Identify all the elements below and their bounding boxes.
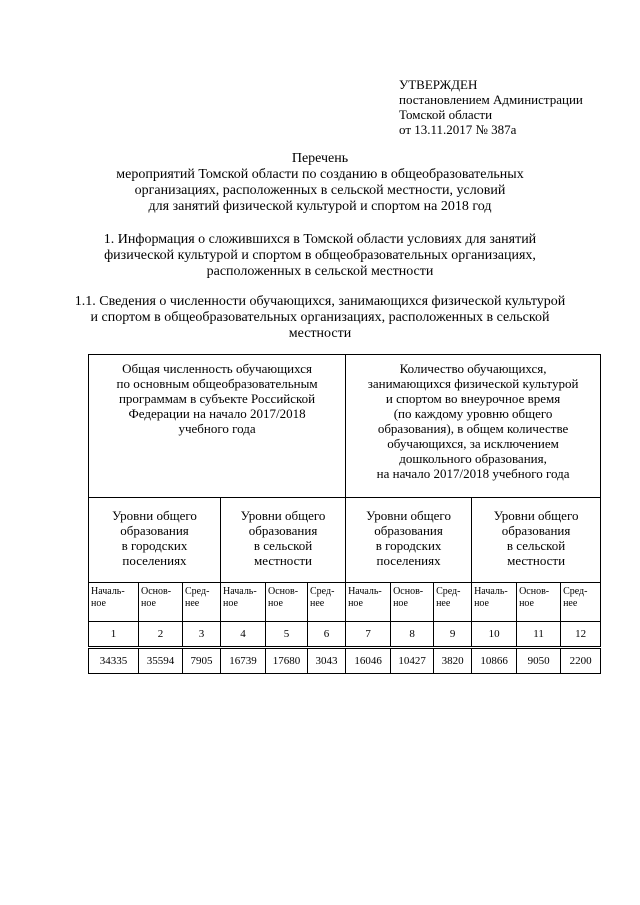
column-number: 11 xyxy=(517,622,561,648)
section-line: расположенных в сельской местности xyxy=(206,264,434,279)
table-cell-value: 3043 xyxy=(308,648,346,674)
table-cell-value: 34335 xyxy=(89,648,139,674)
column-number: 3 xyxy=(183,622,221,648)
title-line: организациях, расположенных в сельской местности, условий xyxy=(134,183,506,198)
column-number: 6 xyxy=(308,622,346,648)
header-sport-students: Количество обучающихся, занимающихся физической культурой и спортом во внеурочное время (по каждому уровню общего образования), в общем количестве обучающихся, за исключением дошкольного образования, на начало 2017/2018 учебного года xyxy=(346,355,601,498)
table-cell-value: 9050 xyxy=(517,648,561,674)
approval-line: УТВЕРЖДЕН xyxy=(399,77,478,92)
table-cell-value: 35594 xyxy=(139,648,183,674)
section-line: местности xyxy=(288,326,352,341)
subheader-primary: Началь- ное xyxy=(89,583,139,622)
section-line: 1.1. Сведения о численности обучающихся, занимающихся физической культурой xyxy=(74,294,566,309)
approval-line: Томской области xyxy=(399,107,493,122)
table-cell-value: 3820 xyxy=(434,648,472,674)
column-number: 12 xyxy=(561,622,601,648)
subheader-basic: Основ- ное xyxy=(266,583,308,622)
table-cell-value: 17680 xyxy=(266,648,308,674)
approval-line: постановлением Администрации xyxy=(399,92,583,107)
column-number: 5 xyxy=(266,622,308,648)
table-cell-value: 10866 xyxy=(472,648,517,674)
title-line: Перечень xyxy=(291,151,349,166)
column-number: 2 xyxy=(139,622,183,648)
subheader-basic: Основ- ное xyxy=(391,583,434,622)
statistics-table xyxy=(88,354,601,674)
column-number: 4 xyxy=(221,622,266,648)
approval-line: от 13.11.2017 № 387а xyxy=(399,122,517,137)
section-line: физической культурой и спортом в общеобразовательных организациях, xyxy=(104,248,536,263)
table-cell-value: 10427 xyxy=(391,648,434,674)
table-cell-value: 7905 xyxy=(183,648,221,674)
table-cell-value: 2200 xyxy=(561,648,601,674)
document-title xyxy=(0,151,640,215)
subheader-secondary: Сред- нее xyxy=(561,583,601,622)
column-number: 1 xyxy=(89,622,139,648)
title-line: для занятий физической культурой и спортом на 2018 год xyxy=(148,199,492,214)
header-level-urban: Уровни общего образования в городских поселениях xyxy=(346,498,472,583)
subheader-primary: Началь- ное xyxy=(472,583,517,622)
header-level-rural: Уровни общего образования в сельской местности xyxy=(472,498,601,583)
column-number: 7 xyxy=(346,622,391,648)
section-1-1-heading xyxy=(0,294,640,342)
subheader-basic: Основ- ное xyxy=(517,583,561,622)
subheader-secondary: Сред- нее xyxy=(434,583,472,622)
header-level-rural: Уровни общего образования в сельской местности xyxy=(221,498,346,583)
subheader-primary: Началь- ное xyxy=(221,583,266,622)
subheader-secondary: Сред- нее xyxy=(183,583,221,622)
section-line: и спортом в общеобразовательных организациях, расположенных в сельской xyxy=(90,310,550,325)
table-cell-value: 16046 xyxy=(346,648,391,674)
table-cell-value: 16739 xyxy=(221,648,266,674)
header-total-students: Общая численность обучающихся по основным общеобразовательным программам в субъекте Российской Федерации на начало 2017/2018 учебного года xyxy=(89,355,346,498)
section-1-heading xyxy=(0,232,640,280)
title-line: мероприятий Томской области по созданию в общеобразовательных xyxy=(116,167,524,182)
column-number: 8 xyxy=(391,622,434,648)
column-number: 9 xyxy=(434,622,472,648)
subheader-basic: Основ- ное xyxy=(139,583,183,622)
header-level-urban: Уровни общего образования в городских поселениях xyxy=(89,498,221,583)
column-number: 10 xyxy=(472,622,517,648)
section-line: 1. Информация о сложившихся в Томской области условиях для занятий xyxy=(103,232,537,247)
subheader-primary: Началь- ное xyxy=(346,583,391,622)
subheader-secondary: Сред- нее xyxy=(308,583,346,622)
approval-stamp xyxy=(399,77,583,137)
